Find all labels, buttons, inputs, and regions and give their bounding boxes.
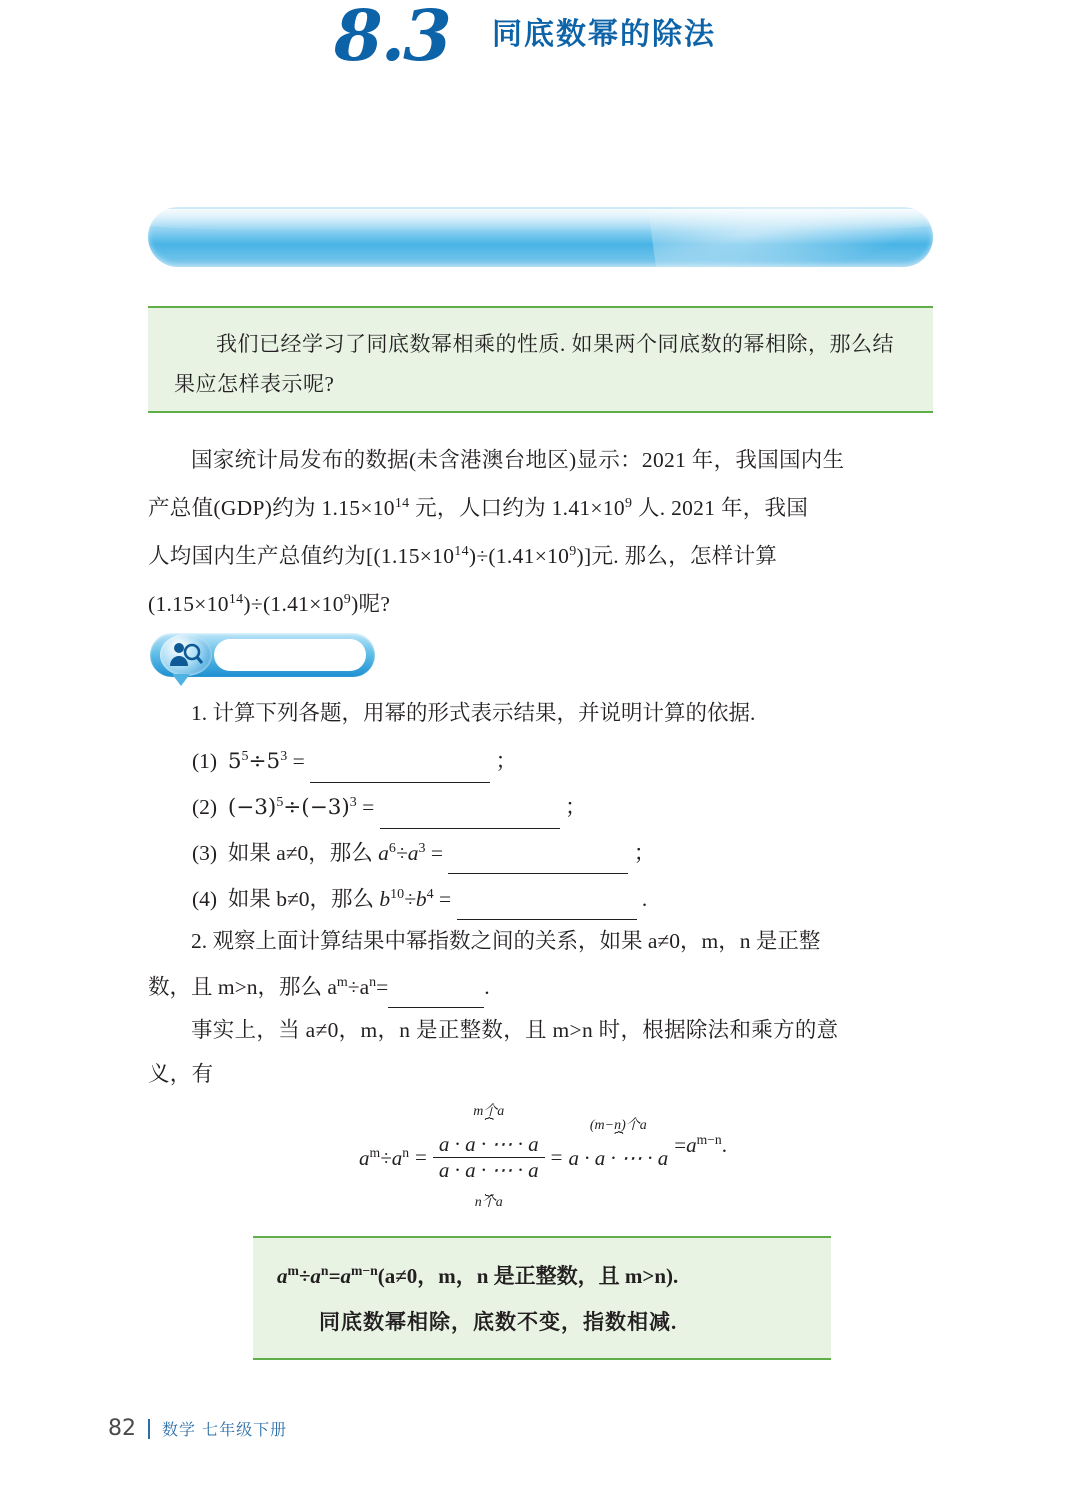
- formula-over-label-2: (m−n)个a: [589, 1118, 647, 1133]
- item2-sup2: 3: [349, 795, 357, 810]
- conclusion-sup3: m−n: [350, 1263, 378, 1278]
- conclusion-text: 同底数幂相除，底数不变，指数相减.: [319, 1310, 678, 1334]
- task1-item-3: [148, 828, 982, 874]
- item3-condition: 如果 a≠0，那么: [227, 841, 379, 866]
- formula-top-brace: ⏞: [484, 1118, 493, 1134]
- item4-number: (4): [192, 887, 218, 912]
- explore-inner: [214, 639, 366, 671]
- task1-item-1: [148, 736, 982, 783]
- task2-line2-a: 数，且 m>n，那么 a: [148, 975, 337, 1000]
- formula-equals-3: =: [674, 1132, 687, 1157]
- gdp-line2-sup1: 14: [394, 496, 410, 511]
- formula-lhs-sup2: n: [402, 1144, 410, 1160]
- formula-equals-1: =: [415, 1145, 427, 1169]
- item2-sup1: 5: [276, 795, 284, 810]
- conclusion-d: (a≠0，m，n 是正整数，且 m>n).: [377, 1264, 679, 1288]
- formula-lhs-sup1: m: [369, 1144, 381, 1160]
- conclusion-c: =a: [328, 1264, 351, 1288]
- gdp-paragraph: [148, 438, 938, 626]
- item1-sup1: 5: [241, 749, 249, 764]
- gdp-line3-a: 人均国内生产总值约为[(1.15×10: [148, 544, 455, 569]
- task1-item-4: [148, 874, 982, 920]
- formula-rhs-sup: m−n: [696, 1131, 722, 1147]
- item3-expr-mid: ÷a: [395, 841, 419, 866]
- main-derivation-formula: [148, 1104, 938, 1211]
- formula-lhs-div: ÷a: [380, 1145, 403, 1170]
- gdp-line2-b: 元，人口约为 1.41×10: [409, 496, 625, 521]
- item3-sup2: 3: [418, 841, 426, 856]
- derivation-line1: 事实上，当 a≠0，m，n 是正整数，且 m>n 时，根据除法和乘方的意: [191, 1018, 839, 1042]
- item4-tail: .: [641, 887, 648, 912]
- gdp-line3-sup2: 9: [569, 544, 577, 560]
- item4-sup1: 10: [390, 887, 405, 902]
- item4-equals: =: [439, 887, 452, 912]
- conclusion-callout-box: [253, 1236, 831, 1360]
- item1-expr-pre: 5: [227, 749, 242, 775]
- task2-line2-b: ÷a: [347, 975, 370, 1000]
- footer-subject: 数学 七年级下册: [162, 1420, 288, 1439]
- item3-expr-pre: a: [378, 841, 389, 866]
- item4-expr-mid: ÷b: [404, 887, 427, 912]
- formula-under-label: n个a: [474, 1195, 503, 1210]
- conclusion-sup2: n: [320, 1263, 329, 1278]
- gdp-line4-c: )呢?: [351, 592, 391, 617]
- task2-line2-c: =: [376, 975, 389, 1000]
- derivation-line2: 义，有: [148, 1062, 214, 1086]
- gdp-line1: 国家统计局发布的数据(未含港澳台地区)显示：2021 年，我国国内生: [191, 448, 845, 472]
- section-banner: [148, 207, 933, 267]
- page-footer: [108, 1416, 287, 1441]
- task2-sup2: n: [369, 975, 377, 990]
- item3-number: (3): [192, 841, 218, 866]
- gdp-line2-c: 人. 2021 年，我国: [632, 496, 809, 521]
- intro-text: 我们已经学习了同底数幂相乘的性质. 如果两个同底数的幂相除，那么结果应怎样表示呢?: [174, 332, 894, 396]
- item1-equals: =: [292, 749, 305, 774]
- item1-tail: ；: [495, 749, 517, 774]
- banner-sheen: [648, 207, 933, 267]
- formula-over-label: m个a: [473, 1104, 505, 1119]
- gdp-line4-sup1: 14: [228, 592, 244, 608]
- explore-tail: [172, 674, 190, 686]
- intro-callout-box: [148, 306, 933, 413]
- formula-fraction: [433, 1132, 545, 1183]
- formula-rhs-a: a: [686, 1132, 697, 1157]
- formula-period: .: [721, 1132, 727, 1157]
- section-title: 同底数幂的除法: [492, 17, 716, 52]
- item2-equals: =: [362, 795, 375, 820]
- conclusion-sup1: m: [287, 1263, 299, 1278]
- person-magnifier-glyph: [168, 640, 204, 670]
- task2-sup1: m: [336, 975, 348, 990]
- task2-line2-tail: .: [484, 975, 490, 1000]
- gdp-line2-sup2: 9: [624, 496, 633, 511]
- item1-expr-mid: ÷5: [248, 749, 281, 775]
- item3-equals: =: [430, 841, 443, 866]
- formula-numerator: a · a · ⋯ · a: [433, 1132, 545, 1158]
- gdp-line3-c: )]元. 那么，怎样计算: [576, 544, 778, 569]
- gdp-line3-sup1: 14: [454, 544, 469, 560]
- conclusion-formula: [277, 1260, 678, 1290]
- item1-number: (1): [192, 749, 218, 774]
- formula-denominator: a · a · ⋯ · a: [438, 1158, 539, 1182]
- gdp-line4-sup2: 9: [343, 592, 352, 608]
- formula-equals-2: =: [550, 1145, 563, 1169]
- task1-item-2: [148, 782, 982, 829]
- formula-rhs-product: a · a · ⋯ · a: [568, 1146, 669, 1170]
- item4-condition: 如果 b≠0，那么: [227, 887, 380, 912]
- item3-sup1: 6: [388, 841, 396, 856]
- item2-expr-mid: ÷(−3): [283, 795, 350, 821]
- formula-top-brace-2: ⏞: [614, 1132, 623, 1148]
- task1-lead: 1. 计算下列各题，用幂的形式表示结果，并说明计算的依据.: [191, 701, 756, 725]
- person-magnifier-icon: [160, 634, 212, 676]
- item2-number: (2): [192, 795, 218, 820]
- derivation-paragraph: [148, 1008, 938, 1096]
- item1-sup2: 3: [280, 749, 288, 764]
- gdp-line4-b: )÷(1.41×10: [243, 592, 344, 617]
- item3-tail: ；: [633, 841, 656, 866]
- formula-bottom-brace: ⏟: [484, 1181, 493, 1197]
- item2-expr-pre: (−3): [227, 795, 277, 821]
- task2-line1: 2. 观察上面计算结果中幂指数之间的关系，如果 a≠0，m，n 是正整: [191, 929, 821, 953]
- gdp-line4-a: (1.15×10: [148, 592, 229, 617]
- gdp-line3-b: )÷(1.41×10: [468, 544, 570, 569]
- item4-sup2: 4: [426, 887, 434, 902]
- task2-line2: [148, 962, 938, 1008]
- page-number: 82: [108, 1416, 136, 1441]
- formula-lhs-a: a: [359, 1145, 370, 1170]
- conclusion-b: ÷a: [298, 1264, 321, 1288]
- explore-tag: [150, 633, 375, 677]
- item4-expr-pre: b: [379, 887, 391, 912]
- gdp-line2-a: 产总值(GDP)约为 1.15×10: [148, 496, 395, 521]
- conclusion-a1: a: [277, 1264, 288, 1288]
- section-number: 8.3: [334, 0, 450, 77]
- item2-tail: ；: [565, 795, 587, 820]
- footer-divider: [148, 1419, 150, 1439]
